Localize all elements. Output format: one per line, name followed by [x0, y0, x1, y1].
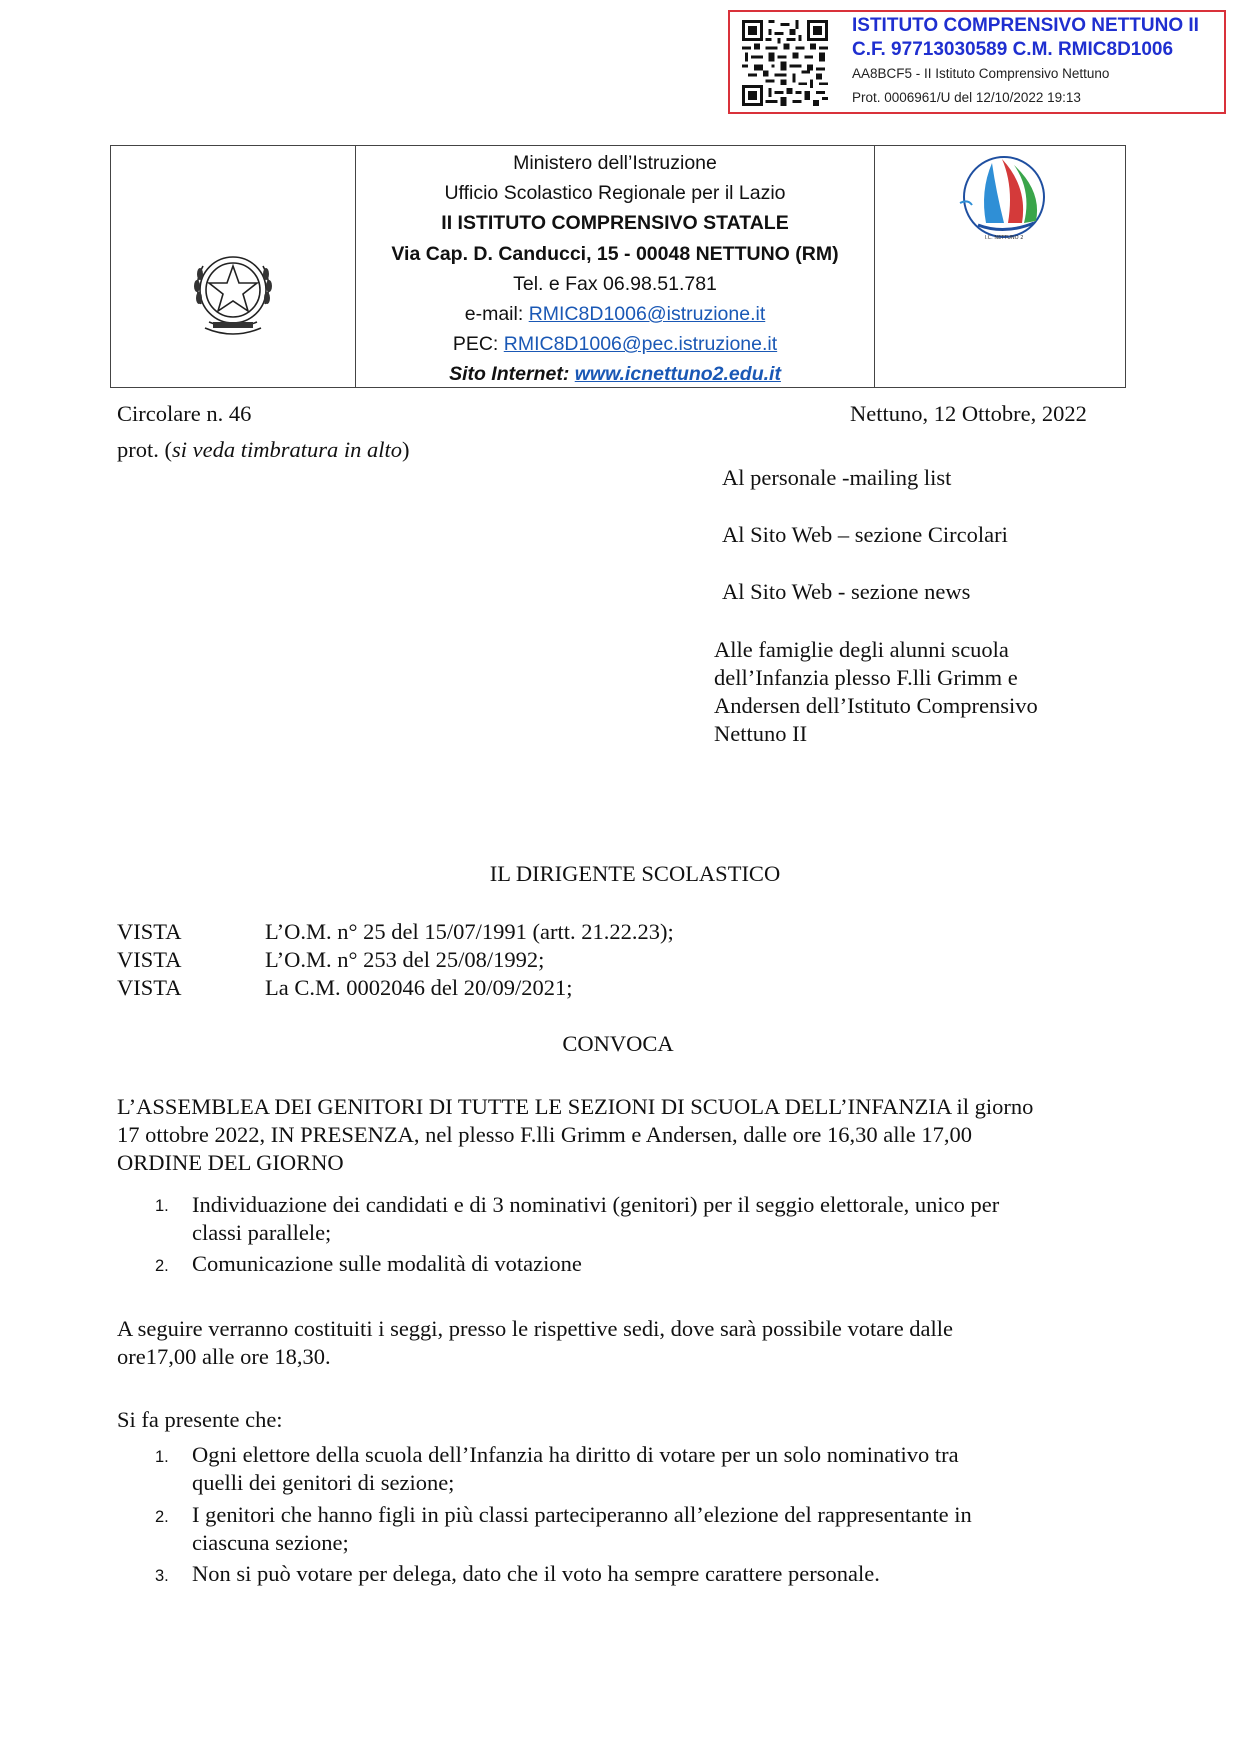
note-item-text: Ogni elettore della scuola dell’Infanzia ha diritto di votare per un solo nominativo tra — [192, 1442, 959, 1467]
vista-text: L’O.M. n° 25 del 15/07/1991 (artt. 21.22.23); — [265, 919, 674, 944]
circular-number: Circolare n. 46 — [117, 401, 252, 426]
stamp-institute-name: ISTITUTO COMPRENSIVO NETTUNO II — [852, 15, 1199, 36]
recipient-families: Alle famiglie degli alunni scuola dell’Infanzia plesso F.lli Grimm e Andersen dell’Istituto Comprensivo Nettuno II — [714, 637, 1038, 746]
vista-text: La C.M. 0002046 del 20/09/2021; — [265, 975, 573, 1000]
agenda-heading: ORDINE DEL GIORNO — [117, 1150, 344, 1175]
school-phone: Tel. e Fax 06.98.51.781 — [513, 272, 717, 295]
place-and-date: Nettuno, 12 Ottobre, 2022 — [850, 401, 1087, 426]
vista-label: VISTA — [117, 947, 182, 972]
protocol-stamp — [728, 10, 1226, 114]
stamp-fiscal-code: C.F. 97713030589 C.M. RMIC8D1006 — [852, 39, 1174, 60]
voting-info-line: ore17,00 alle ore 18,30. — [117, 1344, 331, 1369]
website-link[interactable]: www.icnettuno2.edu.it — [574, 363, 781, 386]
vista-label: VISTA — [117, 919, 182, 944]
document-title: IL DIRIGENTE SCOLASTICO — [489, 861, 781, 886]
note-item-number: 2. — [155, 1508, 169, 1526]
stamp-protocol-number: Prot. 0006961/U del 12/10/2022 19:13 — [852, 90, 1081, 105]
email-link[interactable]: RMIC8D1006@istruzione.it — [528, 303, 766, 326]
note-item-number: 3. — [155, 1567, 169, 1585]
qr-code-icon — [740, 20, 830, 106]
assembly-paragraph-line: 17 ottobre 2022, IN PRESENZA, nel plesso F.lli Grimm e Andersen, dalle ore 16,30 alle 17,00 — [117, 1122, 972, 1147]
agenda-item-text: Individuazione dei candidati e di 3 nominativi (genitori) per il seggio elettorale, unico per — [192, 1192, 1000, 1217]
stamp-aoo: AA8BCF5 - II Istituto Comprensivo Nettuno — [852, 66, 1110, 81]
notes-intro: Si fa presente che: — [117, 1407, 283, 1432]
note-item-text: I genitori che hanno figli in più classi parteciperanno all’elezione del rappresentante in — [192, 1502, 972, 1527]
agenda-item-text: classi parallele; — [192, 1220, 332, 1245]
school-pec: PEC: RMIC8D1006@pec.istruzione.it — [452, 333, 778, 356]
protocol-reference: prot. (si veda timbratura in alto) — [117, 437, 410, 462]
ministry-name: Ministero dell’Istruzione — [513, 152, 717, 174]
agenda-item-number: 2. — [155, 1257, 169, 1275]
letterhead-right-cell — [874, 146, 1125, 387]
pec-link[interactable]: RMIC8D1006@pec.istruzione.it — [503, 333, 778, 356]
letterhead-table — [110, 145, 1126, 388]
recipient-website-news: Al Sito Web - sezione news — [722, 579, 971, 604]
convoca-heading: CONVOCA — [562, 1031, 674, 1056]
italian-republic-emblem-icon — [183, 244, 283, 344]
school-address: Via Cap. D. Canducci, 15 - 00048 NETTUNO (RM) — [391, 242, 839, 265]
letterhead-left-cell — [111, 146, 356, 387]
vista-label: VISTA — [117, 975, 182, 1000]
recipient-website-circulars: Al Sito Web – sezione Circolari — [722, 522, 1008, 547]
letterhead-institution-info — [357, 146, 873, 389]
note-item-number: 1. — [155, 1448, 169, 1466]
school-email: e-mail: RMIC8D1006@istruzione.it — [464, 303, 766, 326]
school-sailboat-logo-icon — [952, 151, 1052, 245]
school-website: Sito Internet: www.icnettuno2.edu.it — [449, 363, 781, 386]
recipient-staff: Al personale -mailing list — [722, 465, 952, 490]
vista-text: L’O.M. n° 253 del 25/08/1992; — [265, 947, 545, 972]
regional-office: Ufficio Scolastico Regionale per il Lazio — [444, 182, 786, 205]
logo-text: I.C. NETTUNO 2 — [984, 235, 1024, 241]
note-item-text: Non si può votare per delega, dato che il voto ha sempre carattere personale. — [192, 1561, 880, 1586]
note-item-text: ciascuna sezione; — [192, 1530, 349, 1555]
voting-info-line: A seguire verranno costituiti i seggi, presso le rispettive sedi, dove sarà possibile votare dalle — [117, 1316, 954, 1341]
agenda-item-text: Comunicazione sulle modalità di votazione — [192, 1251, 582, 1276]
note-item-text: quelli dei genitori di sezione; — [192, 1470, 455, 1495]
agenda-item-number: 1. — [155, 1197, 169, 1215]
assembly-paragraph-line: L’ASSEMBLEA DEI GENITORI DI TUTTE LE SEZIONI DI SCUOLA DELL’INFANZIA il giorno — [117, 1094, 1034, 1119]
school-name: II ISTITUTO COMPRENSIVO STATALE — [441, 212, 789, 235]
